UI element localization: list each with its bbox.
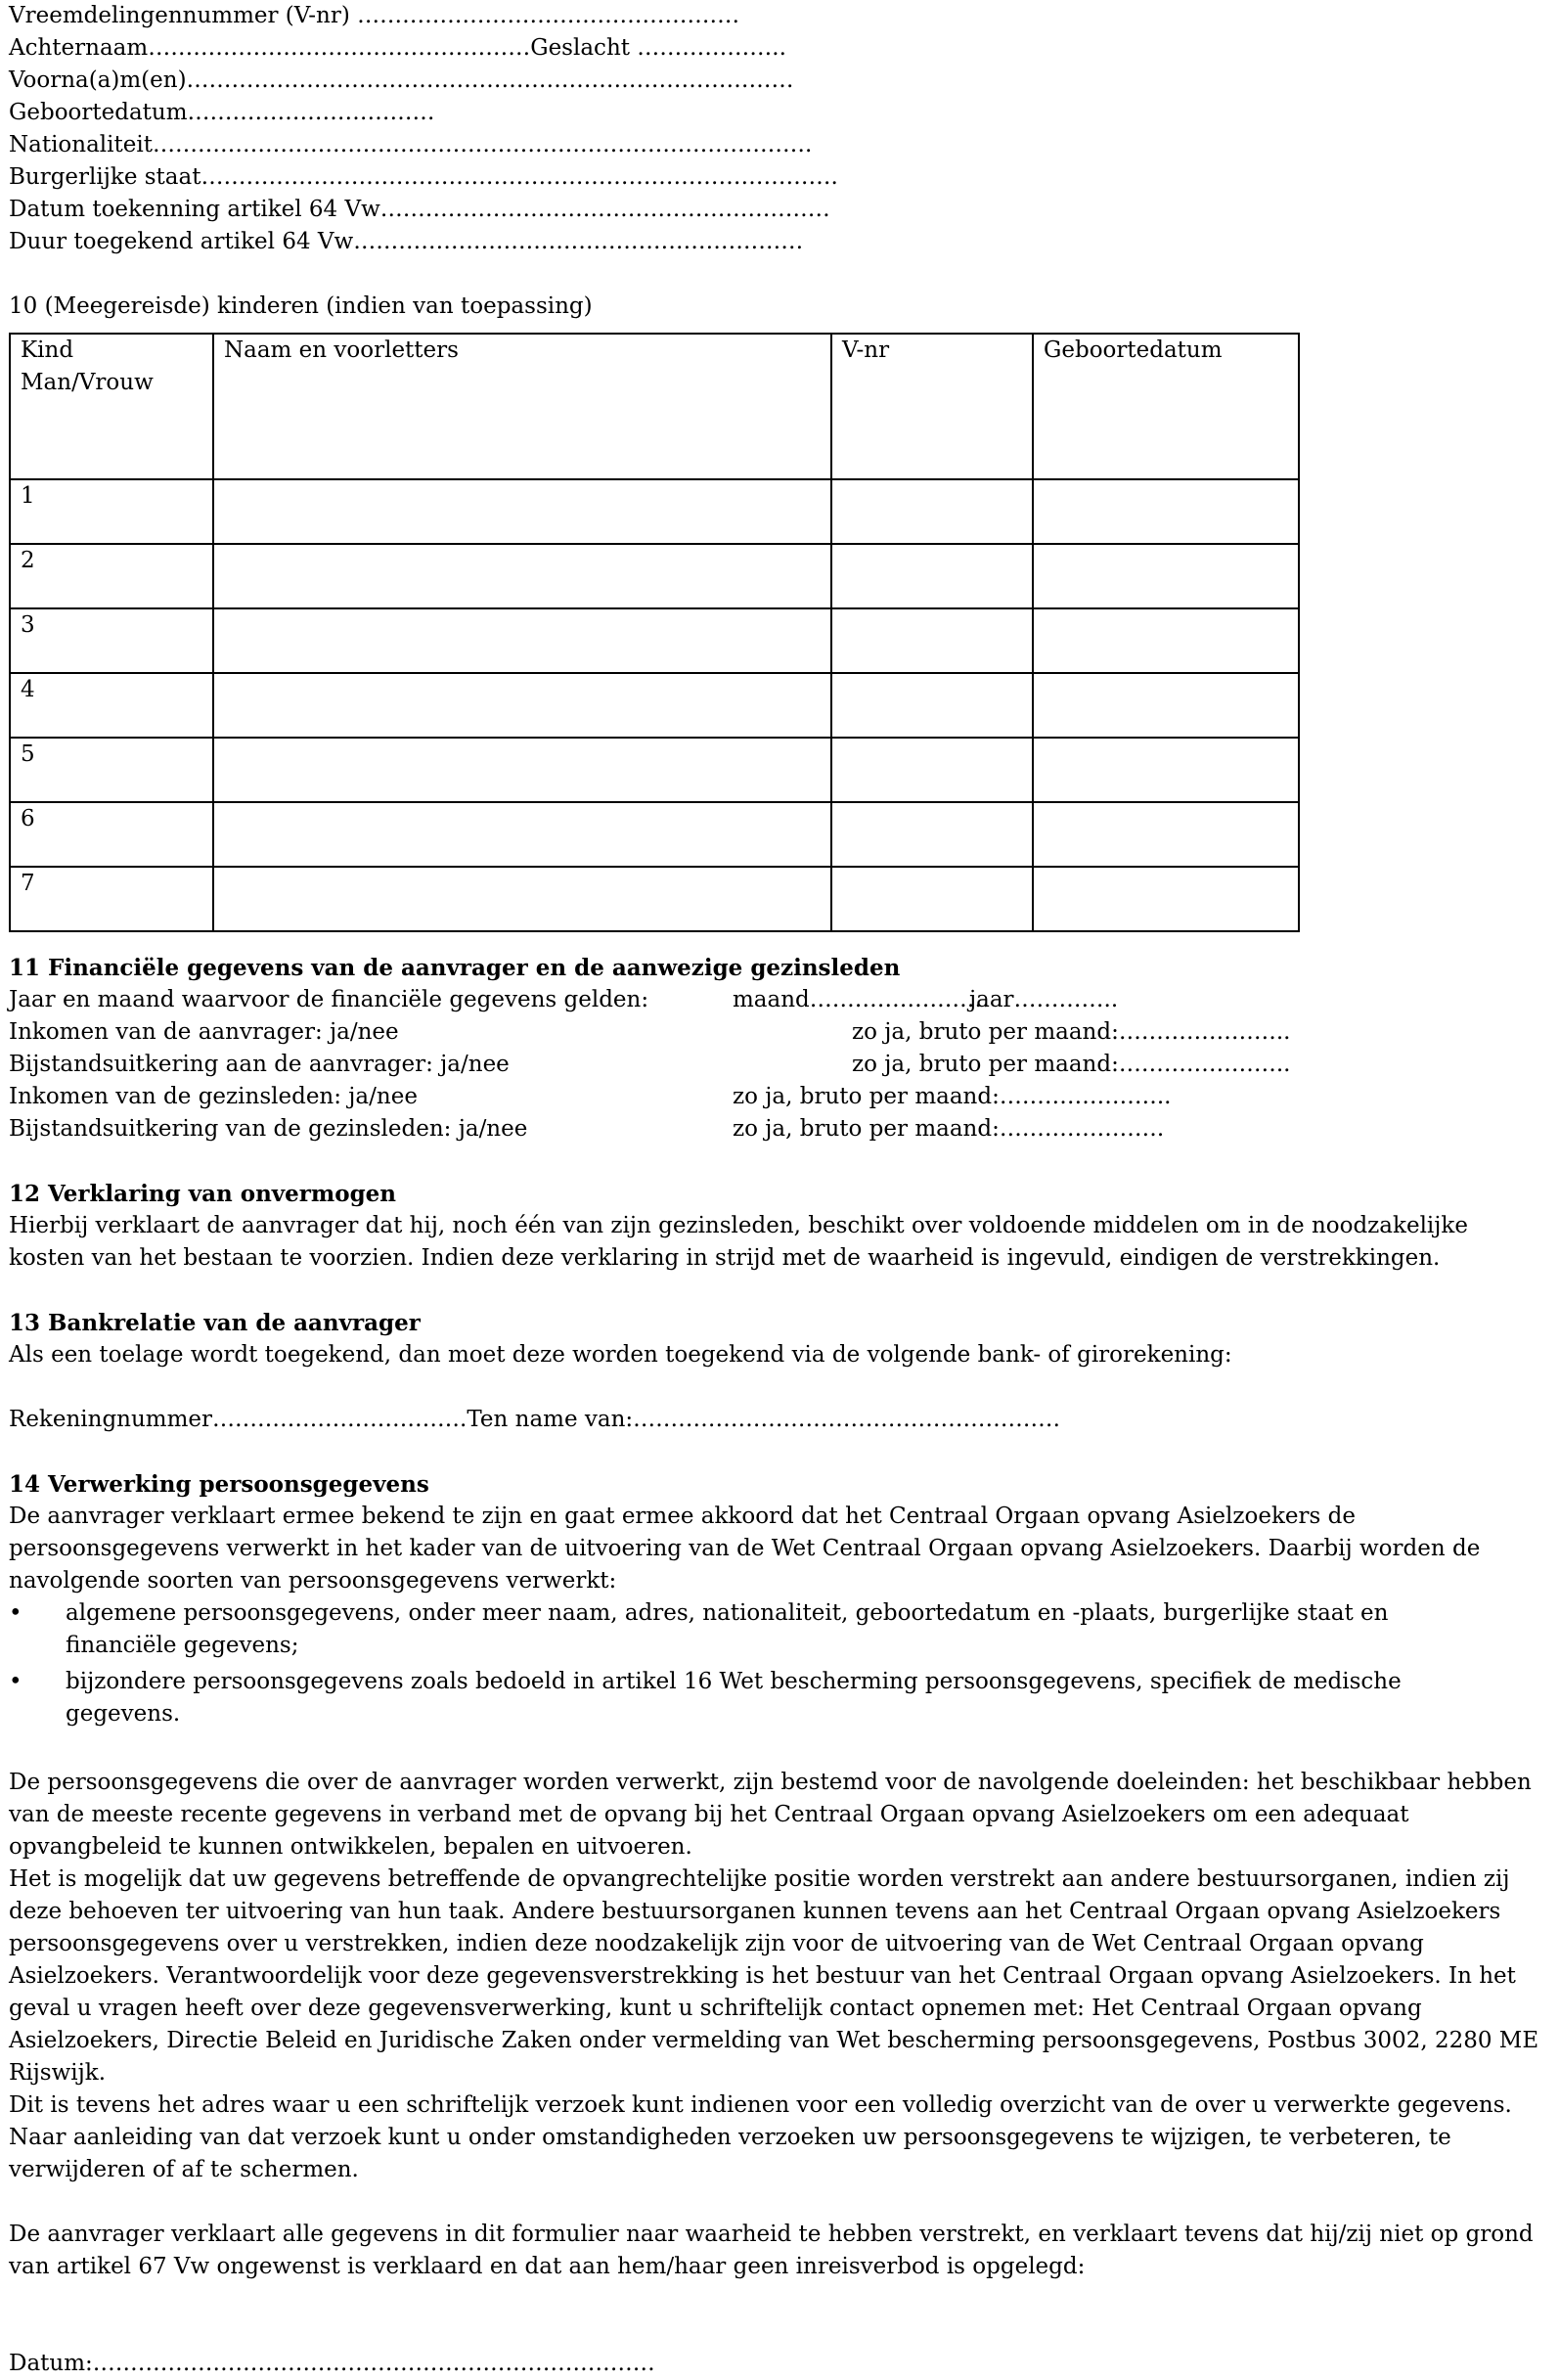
table-row (10, 673, 1299, 738)
children-table-header (10, 334, 1299, 479)
burgerlijke-staat-field[interactable]: Burgerlijke staat…………………………………………………………………………. (9, 164, 838, 190)
achternaam-geslacht-field[interactable]: Achternaam……………………………………………Geslacht ……………….. (9, 35, 786, 61)
children-table (9, 333, 1300, 932)
table-row (10, 608, 1299, 673)
rekening-field[interactable]: Rekeningnummer…………………………….Ten name van:………………………………………………… (9, 1407, 1061, 1432)
cell-geboortedatum[interactable] (1033, 479, 1299, 544)
duur-toegekend-field[interactable]: Duur toegekend artikel 64 Vw…………………………………………………… (9, 229, 804, 254)
fin-jaar-field[interactable]: jaar………….. (969, 987, 1119, 1012)
section14-heading: 14 Verwerking persoonsgegevens (9, 1471, 429, 1498)
row-number: 5 (10, 738, 213, 802)
geboortedatum-field[interactable]: Geboortedatum…………………………… (9, 100, 435, 125)
table-row (10, 802, 1299, 867)
cell-vnr[interactable] (831, 867, 1033, 931)
bullet-icon: • (9, 1669, 22, 1694)
voornamen-field[interactable]: Voorna(a)m(en)……………………………………………………………………… (9, 67, 794, 93)
cell-geboortedatum[interactable] (1033, 802, 1299, 867)
row-number: 1 (10, 479, 213, 544)
section12-heading: 12 Verklaring van onvermogen (9, 1181, 397, 1207)
row-number: 2 (10, 544, 213, 608)
table-row (10, 479, 1299, 544)
section14-intro: De aanvrager verklaart ermee bekend te zijn en gaat ermee akkoord dat het Centraal Orgaan opvang Asielzoekers de persoonsgegevens verwerkt in het kader van de uitvoering van de Wet Centraal Orgaan opvang Asielzoekers. Daarbij worden de navolgende soorten van persoonsgegevens verwerkt: (9, 1504, 1481, 1594)
row-number: 6 (10, 802, 213, 867)
table-row (10, 867, 1299, 931)
table-row (10, 738, 1299, 802)
section14-request: Dit is tevens het adres waar u een schriftelijk verzoek kunt indienen voor een volledig overzicht van de over u verwerkte gegevens. Naar aanleiding van dat verzoek kunt u onder omstandigheden verzoeken uw persoonsgegevens te wijzigen, te verbeteren, te verwijderen of af te schermen. (9, 2092, 1512, 2182)
fin-row-bijstand-gezin (9, 1113, 1559, 1145)
fin-inkomen-aanvrager-field[interactable]: zo ja, bruto per maand:………………….. (852, 1019, 1291, 1045)
section10-heading: 10 (Meegereisde) kinderen (indien van toepassing) (9, 293, 593, 319)
col-naam-header: Naam en voorletters (213, 334, 831, 479)
section14-disclosure: Het is mogelijk dat uw gegevens betreffende de opvangrechtelijke positie worden verstrekt aan andere bestuursorganen, indien zij deze behoeven ter uitvoering van hun taak. Andere bestuursorganen kunnen tevens aan het Centraal Orgaan opvang Asielzoekers persoonsgegevens over u verstrekken, indien deze noodzakelijk zijn voor de uitvoering van de Wet Centraal Orgaan opvang Asielzoekers. Verantwoordelijk voor deze gegevensverstrekking is het bestuur van het Centraal Orgaan opvang Asielzoekers. In het geval u vragen heeft over deze gegevensverwerking, kunt u schriftelijk contact opnemen met: Het Centraal Orgaan opvang Asielzoekers, Directie Beleid en Juridische Zaken onder vermelding van Wet bescherming persoonsgegevens, Postbus 3002, 2280 ME Rijswijk. (9, 1866, 1539, 2086)
fin-bijstand-gezin-label: Bijstandsuitkering van de gezinsleden: ja/nee (9, 1116, 528, 1142)
table-row (10, 544, 1299, 608)
section14-purpose: De persoonsgegevens die over de aanvrager worden verwerkt, zijn bestemd voor de navolgende doeleinden: het beschikbaar hebben van de meeste recente gegevens in verband met de opvang bij het Centraal Orgaan opvang Asielzoekers om een adequaat opvangbeleid te kunnen ontwikkelen, bepalen en uitvoeren. (9, 1770, 1532, 1860)
list-item-text: bijzondere persoonsgegevens zoals bedoeld in artikel 16 Wet bescherming persoonsgegevens, specifiek de medische gegevens. (66, 1669, 1402, 1727)
cell-vnr[interactable] (831, 802, 1033, 867)
cell-naam[interactable] (213, 608, 831, 673)
fin-row-inkomen-aanvrager (9, 1016, 1559, 1049)
fin-row-bijstand-aanvrager (9, 1049, 1559, 1081)
cell-naam[interactable] (213, 479, 831, 544)
declaration-text: De aanvrager verklaart alle gegevens in dit formulier naar waarheid te hebben verstrekt, en verklaart tevens dat hij/zij niet op grond van artikel 67 Vw ongewenst is verklaard en dat aan hem/haar geen inreisverbod is opgelegd: (9, 2222, 1534, 2279)
cell-naam[interactable] (213, 802, 831, 867)
cell-geboortedatum[interactable] (1033, 544, 1299, 608)
list-item-text: algemene persoonsgegevens, onder meer naam, adres, nationaliteit, geboortedatum en -plaats, burgerlijke staat en financiële gegevens; (66, 1600, 1389, 1658)
col-manvrouw-label: Man/Vrouw (21, 370, 154, 395)
datum-field[interactable]: Datum:………………………………………………………………… (9, 2351, 655, 2376)
fin-row-inkomen-gezin (9, 1081, 1559, 1113)
fin-bijstand-aanvrager-field[interactable]: zo ja, bruto per maand:………………….. (852, 1052, 1291, 1077)
cell-vnr[interactable] (831, 608, 1033, 673)
datum-toekenning-field[interactable]: Datum toekenning artikel 64 Vw…………………………………………………… (9, 197, 830, 222)
col-vnr-header: V-nr (831, 334, 1033, 479)
cell-vnr[interactable] (831, 738, 1033, 802)
col-kind-header (10, 334, 213, 479)
row-number: 7 (10, 867, 213, 931)
cell-geboortedatum[interactable] (1033, 673, 1299, 738)
list-item (9, 1597, 1503, 1662)
fin-inkomen-aanvrager-label: Inkomen van de aanvrager: ja/nee (9, 1019, 399, 1045)
cell-naam[interactable] (213, 867, 831, 931)
fin-period-label: Jaar en maand waarvoor de financiële gegevens gelden: (9, 987, 649, 1012)
section13-heading: 13 Bankrelatie van de aanvrager (9, 1310, 421, 1336)
fin-bijstand-aanvrager-label: Bijstandsuitkering aan de aanvrager: ja/nee (9, 1052, 510, 1077)
col-geboortedatum-header: Geboortedatum (1033, 334, 1299, 479)
nationaliteit-field[interactable]: Nationaliteit……………………………………………………………………………. (9, 132, 813, 157)
row-number: 3 (10, 608, 213, 673)
fin-inkomen-gezin-field[interactable]: zo ja, bruto per maand:………………….. (733, 1084, 1172, 1109)
fin-inkomen-gezin-label: Inkomen van de gezinsleden: ja/nee (9, 1084, 418, 1109)
bullet-icon: • (9, 1600, 22, 1626)
cell-geboortedatum[interactable] (1033, 867, 1299, 931)
vnr-field[interactable]: Vreemdelingennummer (V-nr) …………………………………………… (9, 3, 740, 28)
cell-naam[interactable] (213, 738, 831, 802)
row-number: 4 (10, 673, 213, 738)
cell-naam[interactable] (213, 544, 831, 608)
fin-bijstand-gezin-field[interactable]: zo ja, bruto per maand:…………………. (733, 1116, 1165, 1142)
fin-maand-field[interactable]: maand…………………… (733, 987, 990, 1012)
section11-heading: 11 Financiële gegevens van de aanvrager en de aanwezige gezinsleden (9, 955, 901, 981)
fin-row-period (9, 984, 1559, 1016)
cell-geboortedatum[interactable] (1033, 608, 1299, 673)
section12-text: Hierbij verklaart de aanvrager dat hij, noch één van zijn gezinsleden, beschikt over voldoende middelen om in de noodzakelijke kosten van het bestaan te voorzien. Indien deze verklaring in strijd met de waarheid is ingevuld, eindigen de verstrekkingen. (9, 1213, 1468, 1271)
col-kind-label: Kind (21, 337, 74, 363)
cell-geboortedatum[interactable] (1033, 738, 1299, 802)
cell-naam[interactable] (213, 673, 831, 738)
cell-vnr[interactable] (831, 673, 1033, 738)
list-item (9, 1666, 1503, 1730)
data-types-list (9, 1597, 1559, 1730)
cell-vnr[interactable] (831, 544, 1033, 608)
section13-text: Als een toelage wordt toegekend, dan moet deze worden toegekend via de volgende bank- of girorekening: (9, 1342, 1232, 1368)
cell-vnr[interactable] (831, 479, 1033, 544)
